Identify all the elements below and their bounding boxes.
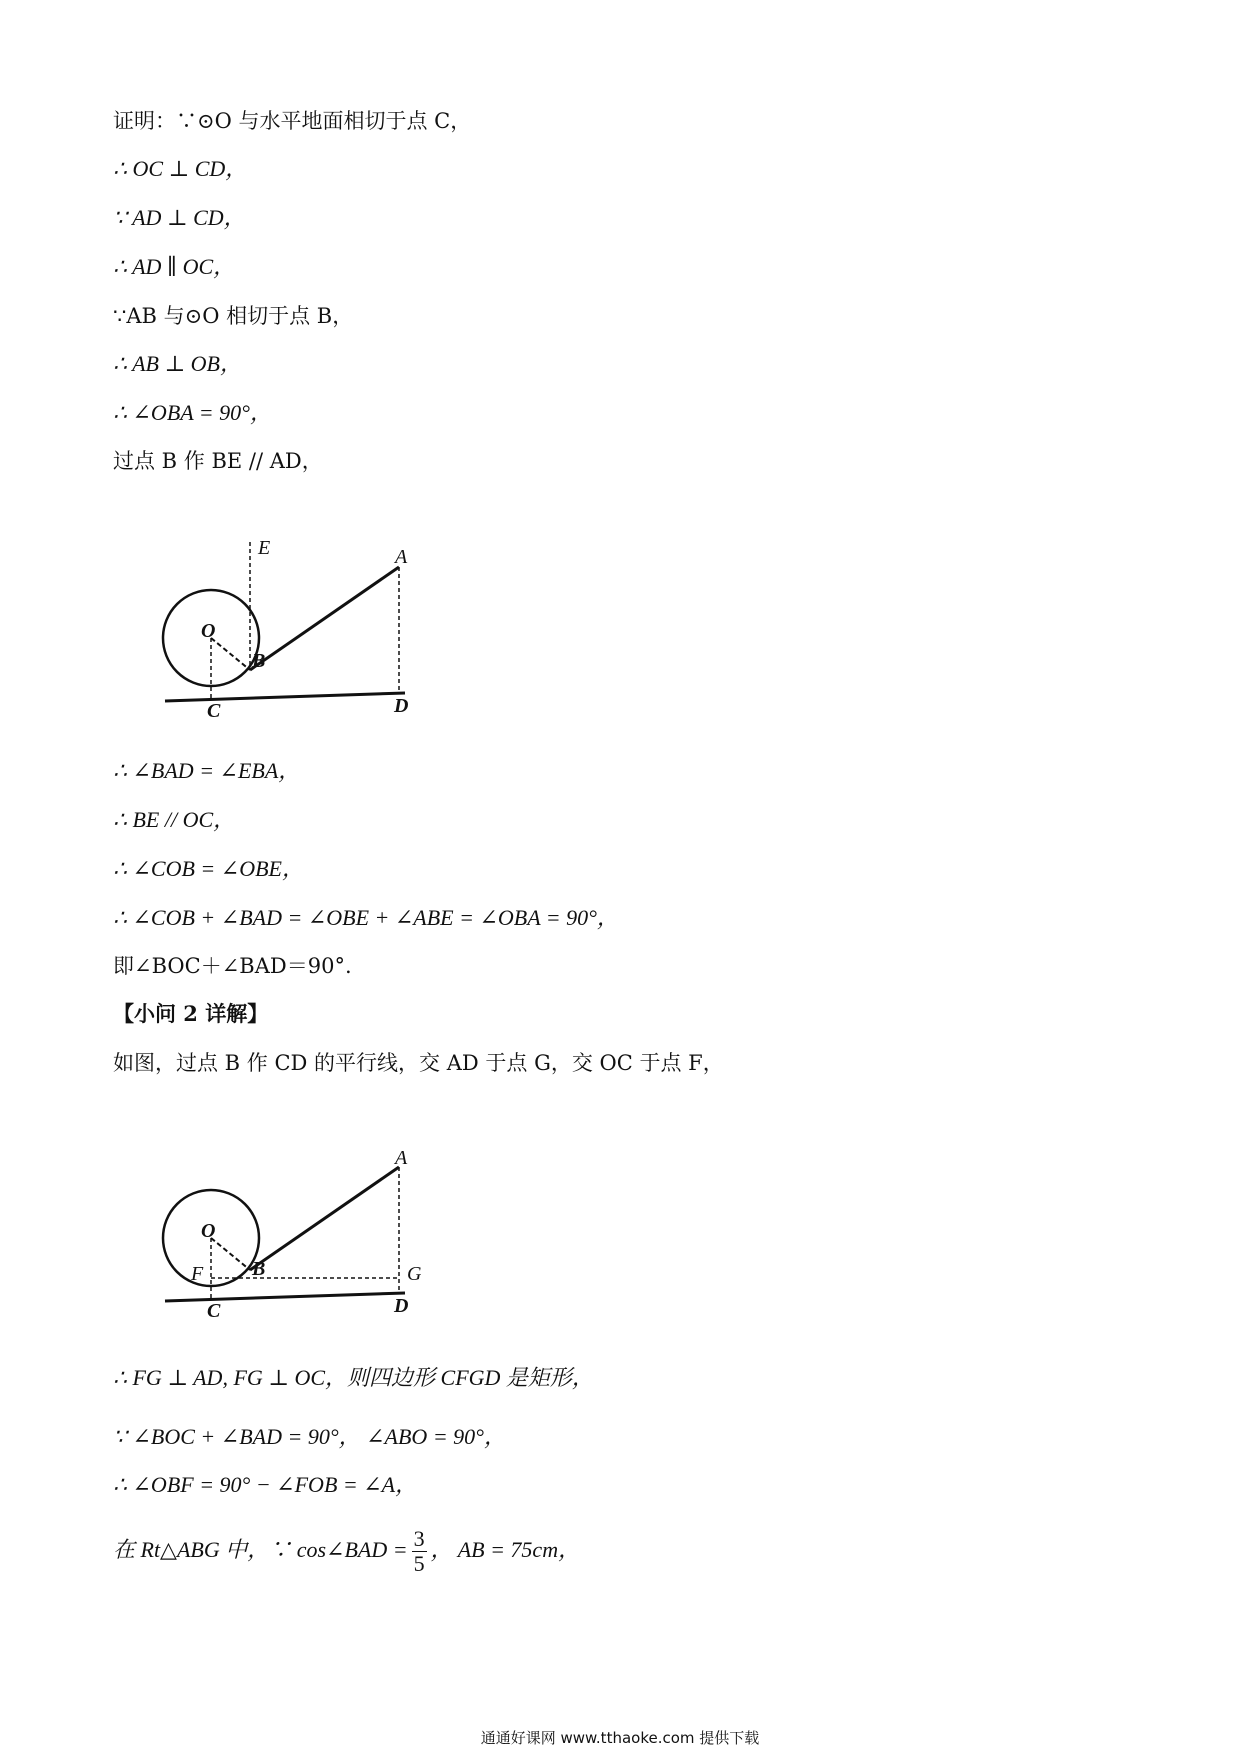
label-a: A [395,546,408,568]
label-c: C [207,1300,221,1322]
ground-line [165,693,405,701]
section-heading-part-2: 【小问 2 详解】 [113,1001,269,1026]
proof-line-1: 证明：∵⊙O 与水平地面相切于点 C， [113,109,472,133]
figure-1-diagram [155,530,445,730]
label-d: D [394,695,409,717]
proof-line-3: ∵ AD ⊥ CD， [113,205,246,230]
label-b: B [252,650,266,672]
label-c: C [207,700,221,722]
proof-line-16: ∴ FG ⊥ AD, FG ⊥ OC，则四边形 CFGD 是矩形， [113,1365,594,1390]
tangent-line-ab [250,567,399,670]
label-b: B [252,1258,266,1280]
figure-2-diagram [155,1140,445,1340]
fraction-three-fifths [412,1527,427,1576]
proof-line-19-suffix: ， AB = 75cm， [430,1537,581,1562]
proof-line-19 [113,1525,580,1576]
label-g: G [407,1263,422,1285]
proof-line-8: 过点 B 作 BE // AD， [113,449,323,473]
proof-line-6: ∴ AB ⊥ OB， [113,351,242,376]
proof-line-9: ∴ ∠BAD = ∠EBA， [113,758,301,783]
proof-line-13: 即∠BOC＋∠BAD＝90°. [113,954,352,978]
proof-line-17: ∵ ∠BOC + ∠BAD = 90°， ∠ABO = 90°， [113,1424,506,1449]
label-d: D [394,1295,409,1317]
proof-line-15: 如图，过点 B 作 CD 的平行线，交 AD 于点 G，交 OC 于点 F， [113,1051,724,1075]
label-o: O [201,620,216,642]
fraction-numerator: 3 [413,1526,425,1551]
proof-line-2: ∴ OC ⊥ CD， [113,156,248,181]
proof-line-11: ∴ ∠COB = ∠OBE， [113,856,304,881]
label-a: A [395,1147,408,1169]
proof-line-19-prefix: 在 Rt△ABG 中，∵ cos∠BAD = [113,1537,408,1562]
segment-ob [211,1238,250,1270]
proof-line-10: ∴ BE // OC， [113,807,236,832]
label-f: F [191,1263,204,1285]
proof-line-7: ∴ ∠OBA = 90°， [113,400,272,425]
proof-line-4: ∴ AD ∥ OC， [113,254,236,279]
page-footer: 通通好课网 www.tthaoke.com 提供下载 [480,1729,760,1747]
label-e: E [258,537,271,559]
proof-line-12: ∴ ∠COB + ∠BAD = ∠OBE + ∠ABE = ∠OBA = 90°， [113,905,619,930]
proof-line-5: ∵AB 与⊙O 相切于点 B， [113,304,354,328]
ground-line [165,1293,405,1301]
label-o: O [201,1220,216,1242]
segment-ob [211,638,250,670]
fraction-denominator: 5 [413,1551,425,1576]
proof-line-18: ∴ ∠OBF = 90° − ∠FOB = ∠A， [113,1472,418,1497]
tangent-line-ab [250,1167,399,1270]
